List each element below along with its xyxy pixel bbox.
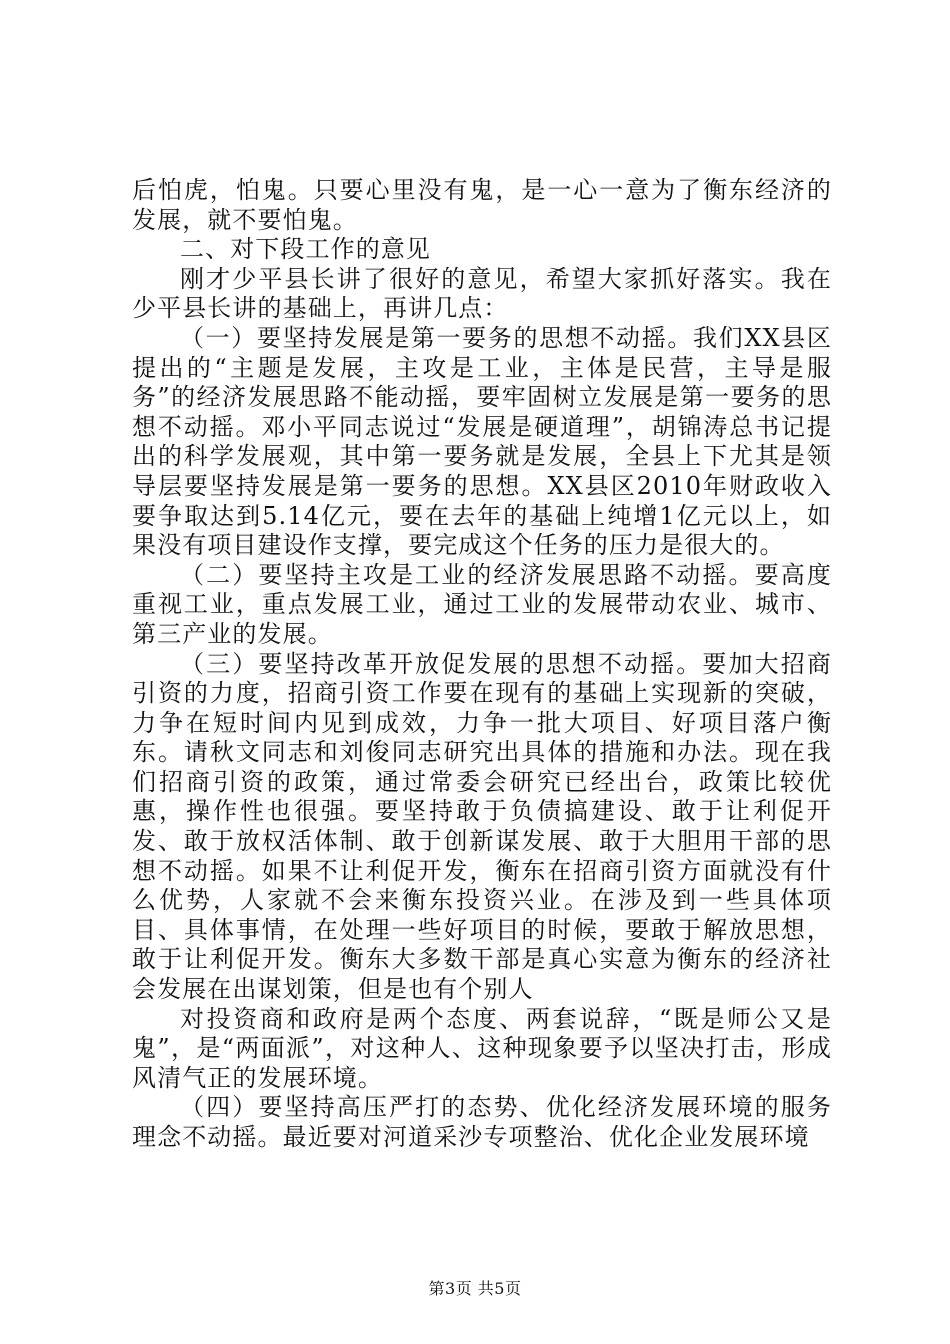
paragraph-point-4: （四）要坚持高压严打的态势、优化经济发展环境的服务理念不动摇。最近要对河道采沙专项整治、优化企业发展环境	[132, 1093, 832, 1151]
paragraph-point-1: （一）要坚持发展是第一要务的思想不动摇。我们XX县区提出的“主题是发展，主攻是工业，主体是民营，主导是服务”的经济发展思路不能动摇，要牢固树立发展是第一要务的思想不动摇。邓小平同志说过“发展是硬道理”，胡锦涛总书记提出的科学发展观，其中第一要务就是发展，全县上下尤其是领导层要坚持发展是第一要务的思想。XX县区2010年财政收入要争取达到5.14亿元，要在去年的基础上纯增1亿元以上，如果没有项目建设作支撑，要完成这个任务的压力是很大的。	[132, 323, 832, 560]
section-heading: 二、对下段工作的意见	[180, 235, 431, 264]
paragraph: 刚才少平县长讲了很好的意见，希望大家抓好落实。我在少平县长讲的基础上，再讲几点：	[132, 264, 832, 323]
page-footer: 第3页 共5页	[428, 1279, 522, 1298]
paragraph-point-3: （三）要坚持改革开放促发展的思想不动摇。要加大招商引资的力度，招商引资工作要在现有的基础上实现新的突破，力争在短时间内见到成效，力争一批大项目、好项目落户衡东。请秋文同志和刘俊同志研究出具体的措施和办法。现在我们招商引资的政策，通过常委会研究已经出台，政策比较优惠，操作性也很强。要坚持敢于负债搞建设、敢于让利促开发、敢于放权活体制、敢于创新谋发展、敢于大胆用干部的思想不动摇。如果不让利促开发，衡东在招商引资方面就没有什么优势，人家就不会来衡东投资兴业。在涉及到一些具体项目、具体事情，在处理一些好项目的时候，要敢于解放思想，敢于让利促开发。衡东大多数干部是真心实意为衡东的经济社会发展在出谋划策，但是也有个别人	[132, 649, 832, 1004]
paragraph-continuation: 后怕虎，怕鬼。只要心里没有鬼，是一心一意为了衡东经济的发展，就不要怕鬼。	[132, 176, 832, 234]
paragraph: 对投资商和政府是两个态度、两套说辞，“既是师公又是鬼”，是“两面派”，对这种人、这种现象要予以坚决打击，形成风清气正的发展环境。	[132, 1004, 832, 1092]
document-body	[132, 176, 832, 1153]
paragraph-point-2: （二）要坚持主攻是工业的经济发展思路不动摇。要高度重视工业，重点发展工业，通过工业的发展带动农业、城市、第三产业的发展。	[132, 560, 832, 648]
